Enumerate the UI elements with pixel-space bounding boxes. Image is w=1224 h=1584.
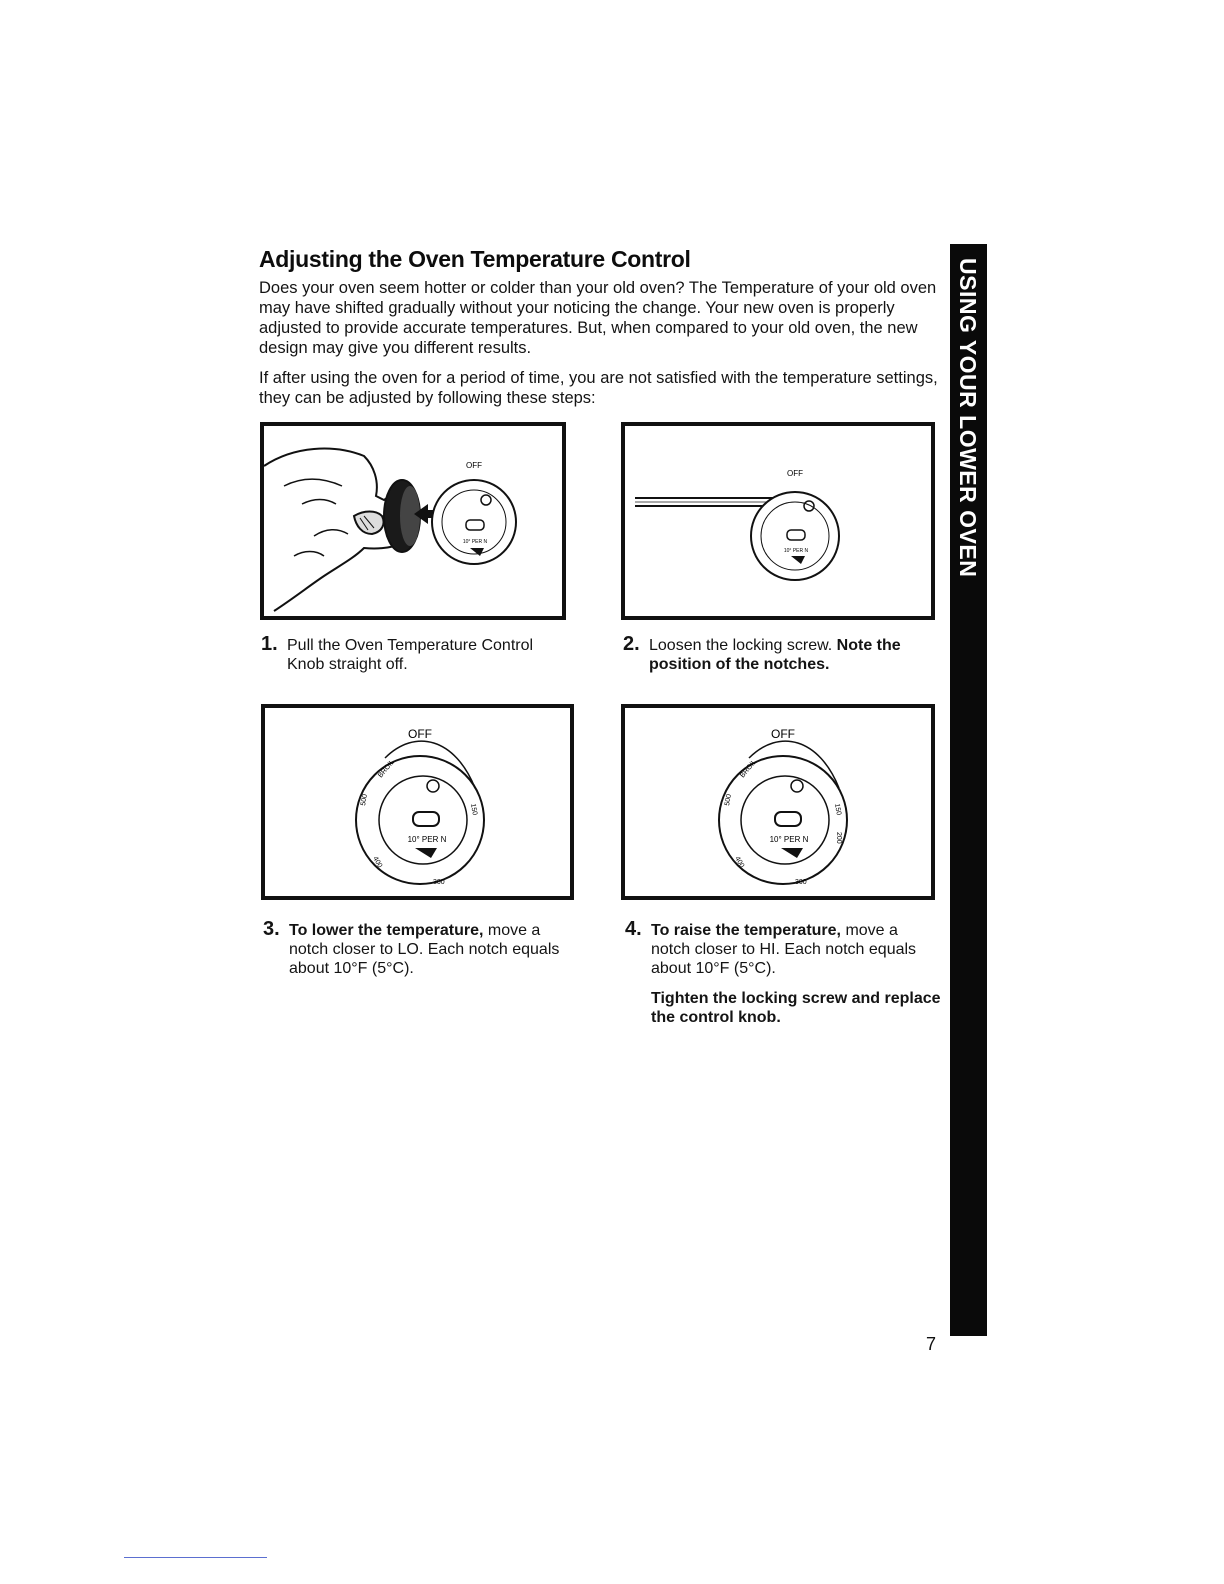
tick-label: 300 (433, 879, 445, 886)
step-number: 3. (263, 918, 280, 940)
figure-loosen-screw (621, 422, 935, 620)
side-tab-label: USING YOUR LOWER OVEN (955, 258, 981, 578)
off-label: OFF (787, 469, 803, 478)
figure-lower-temperature (261, 704, 574, 900)
broil-tick: BROIL (739, 758, 759, 780)
step-3 (263, 918, 563, 978)
step-2 (623, 633, 923, 674)
tick-label: 400 (733, 855, 746, 870)
step-emphasis: To lower the temperature, (289, 922, 484, 939)
section-side-tab (950, 244, 987, 1336)
off-label: OFF (771, 727, 795, 741)
tick-label: 150 (833, 803, 842, 816)
page-number: 7 (926, 1334, 937, 1354)
step-emphasis: Note the position of the notches. (649, 637, 901, 673)
footer-rule (124, 1557, 267, 1558)
tick-label: 200 (835, 832, 842, 844)
figure-pull-knob (260, 422, 566, 620)
step-number: 4. (625, 918, 642, 940)
lower-temperature-dial (265, 708, 570, 896)
figure-raise-temperature (621, 704, 935, 900)
raise-temperature-dial (625, 708, 931, 896)
loosen-screw-illustration (625, 426, 931, 616)
dial-center-label: 10° PER N (462, 539, 488, 545)
step-4 (625, 918, 925, 978)
step-body (651, 921, 925, 978)
dial-center-label: 10° PER N (769, 835, 809, 844)
tick-label: 500 (724, 793, 733, 807)
tick-label: 500 (360, 793, 369, 807)
step-text: move a notch closer to LO. Each notch equals about 10°F (5°C). (289, 922, 560, 977)
step-emphasis: To raise the temperature, (651, 922, 841, 939)
dial-center-label: 10° PER N (407, 835, 447, 844)
broil-tick: BROIL (377, 758, 397, 780)
step-4-final-instruction: Tighten the locking screw and replace the control knob. (651, 990, 941, 1026)
step-text: move a notch closer to HI. Each notch equals about 10°F (5°C). (651, 922, 917, 977)
step-number: 2. (623, 633, 640, 655)
page-title: Adjusting the Oven Temperature Control (259, 246, 691, 272)
step-text: Pull the Oven Temperature Control Knob straight off. (287, 637, 534, 673)
tick-label: 400 (371, 855, 384, 870)
intro-paragraph-2: If after using the oven for a period of time, you are not satisfied with the temperature settings, they can be adjusted by following these steps: (259, 369, 938, 407)
dial-center-label: 10° PER N (783, 548, 809, 554)
step-number: 1. (261, 633, 278, 655)
pull-knob-illustration (264, 426, 562, 616)
step-body (649, 636, 923, 674)
step-body (289, 921, 563, 978)
off-label: OFF (466, 461, 482, 470)
intro-paragraph-1: Does your oven seem hotter or colder than your old oven? The Temperature of your old oven may have shifted gradually without your noticing the change. Your new oven is properly adjusted to provide accurate temperatures. But, when compared to your old oven, the new design may give you different results. (259, 279, 937, 357)
tick-label: 300 (795, 879, 807, 886)
step-1 (261, 633, 561, 674)
step-text: Loosen the locking screw. (649, 637, 833, 654)
tick-label: 150 (469, 803, 478, 816)
off-label: OFF (408, 727, 432, 741)
